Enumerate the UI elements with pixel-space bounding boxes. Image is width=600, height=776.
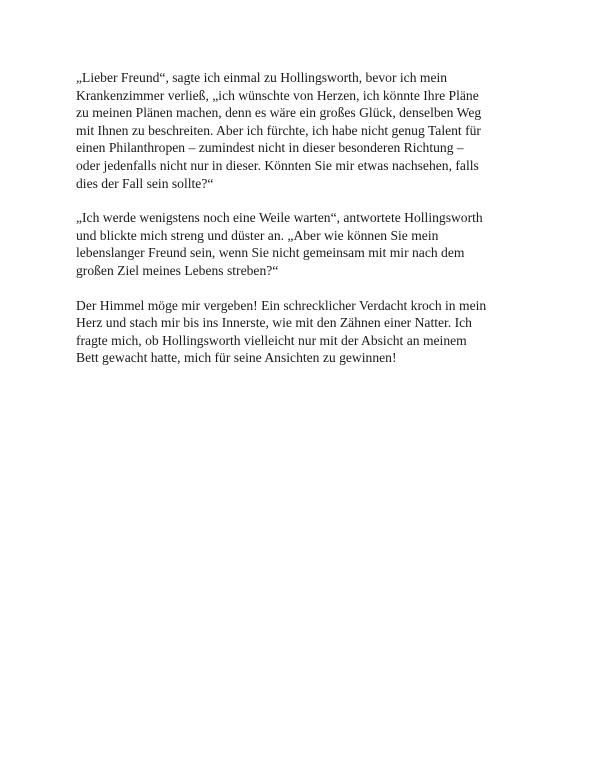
text-line: großen Ziel meines Lebens streben?“ — [76, 262, 279, 278]
text-line: zu meinen Plänen machen, denn es wäre ein großes Glück, denselben Weg — [76, 105, 482, 121]
text-line: Krankenzimmer verließ, „ich wünschte von Herzen, ich könnte Ihre Pläne — [76, 87, 479, 103]
body-text — [76, 69, 526, 384]
text-line: Bett gewacht hatte, mich für seine Ansichten zu gewinnen! — [76, 350, 397, 366]
paragraph-2 — [76, 209, 526, 279]
paragraph-3 — [76, 297, 526, 367]
text-line: und blickte mich streng und düster an. „Aber wie können Sie mein — [76, 227, 439, 243]
text-line: mit Ihnen zu beschreiten. Aber ich fürchte, ich habe nicht genug Talent für — [76, 122, 481, 138]
text-line: lebenslanger Freund sein, wenn Sie nicht gemeinsam mit mir nach dem — [76, 245, 465, 261]
text-line: Der Himmel möge mir vergeben! Ein schrecklicher Verdacht kroch in mein — [76, 297, 487, 313]
text-line: einen Philanthropen – zumindest nicht in dieser besonderen Richtung – — [76, 140, 464, 156]
text-line: dies der Fall sein sollte?“ — [76, 175, 214, 191]
paragraph-1 — [76, 69, 526, 192]
text-line: oder jedenfalls nicht nur in dieser. Könnten Sie mir etwas nachsehen, falls — [76, 157, 479, 173]
text-line: fragte mich, ob Hollingsworth vielleicht nur mit der Absicht an meinem — [76, 332, 467, 348]
text-line: „Ich werde wenigstens noch eine Weile warten“, antwortete Hollingsworth — [76, 210, 483, 226]
text-line: Herz und stach mir bis ins Innerste, wie mit den Zähnen einer Natter. Ich — [76, 315, 472, 331]
text-line: „Lieber Freund“, sagte ich einmal zu Hollingsworth, bevor ich mein — [76, 70, 448, 85]
